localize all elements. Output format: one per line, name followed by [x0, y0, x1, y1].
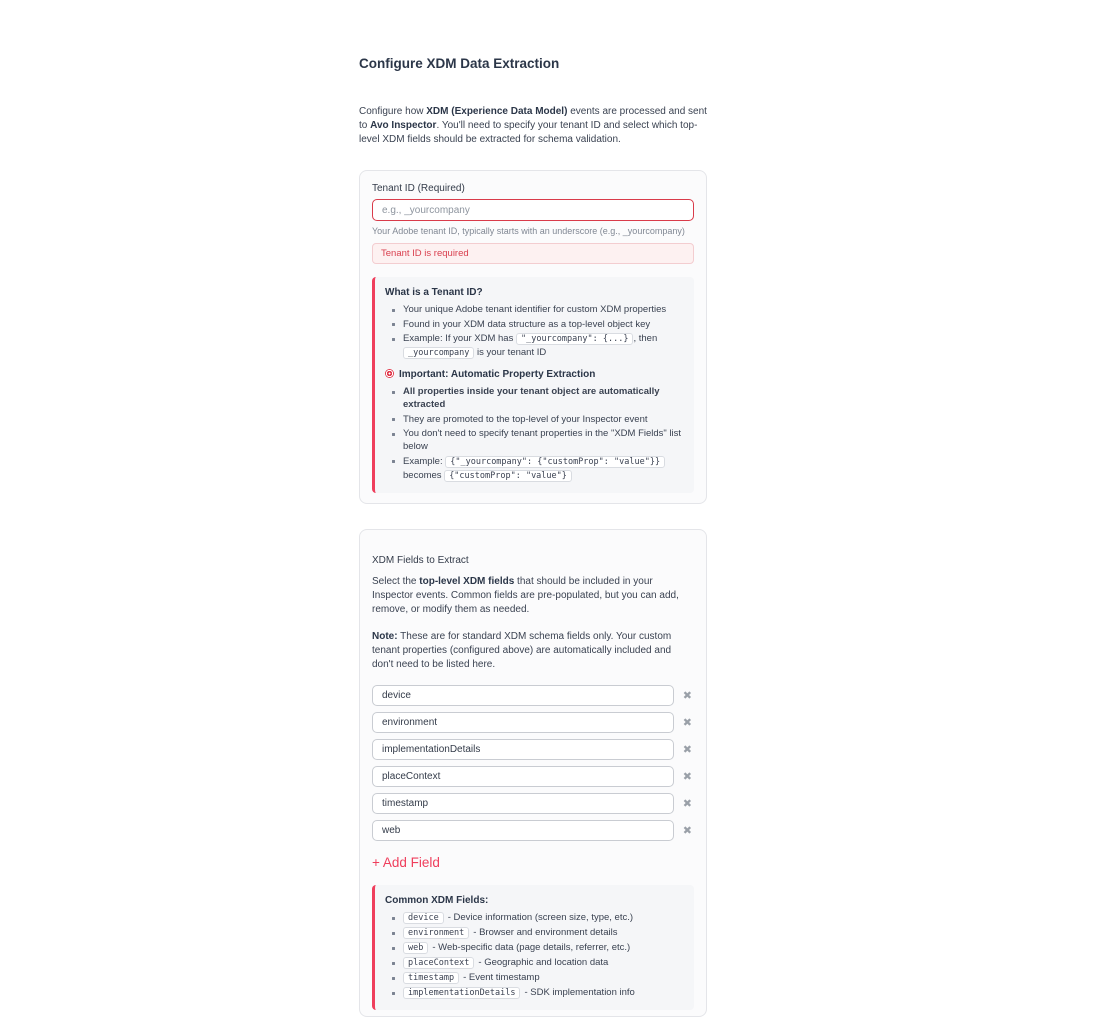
field-row	[372, 766, 694, 787]
tenant-id-input[interactable]	[372, 199, 694, 221]
remove-field-button[interactable]: ✖	[682, 770, 692, 783]
xdm-config-page	[359, 0, 707, 1017]
remove-field-button[interactable]: ✖	[682, 743, 692, 756]
bullet-item: Example: {"_yourcompany": {"customProp": "value"}} becomes {"customProp": "value"}	[389, 455, 682, 483]
tenant-id-help-text: Your Adobe tenant ID, typically starts with an underscore (e.g., _yourcompany)	[372, 226, 685, 236]
xdm-field-input[interactable]	[372, 766, 674, 787]
xdm-fields-note: Note: These are for standard XDM schema fields only. Your custom tenant properties (configured above) are automatically included and don't need to be listed here.	[372, 631, 672, 670]
important-heading-label: Important: Automatic Property Extraction	[399, 369, 596, 380]
bullet-item: Example: If your XDM has "_yourcompany": {...} , then _yourcompany is your tenant ID	[389, 332, 682, 360]
bullet-item: Your unique Adobe tenant identifier for custom XDM properties	[389, 303, 682, 316]
common-field-item: device - Device information (screen size, type, etc.)	[389, 911, 682, 925]
tenant-info-title: What is a Tenant ID?	[385, 287, 483, 298]
bullet-item: All properties inside your tenant object are automatically extracted	[389, 385, 682, 411]
add-field-button[interactable]: + Add Field	[372, 855, 440, 870]
target-icon	[385, 369, 394, 378]
field-row	[372, 820, 694, 841]
tenant-info-list	[389, 303, 682, 360]
common-fields-title: Common XDM Fields:	[385, 895, 489, 906]
common-field-item: web - Web-specific data (page details, referrer, etc.)	[389, 941, 682, 955]
xdm-field-input[interactable]	[372, 739, 674, 760]
common-field-item: environment - Browser and environment details	[389, 926, 682, 940]
common-field-item: implementationDetails - SDK implementation info	[389, 986, 682, 1000]
common-fields-box	[372, 885, 694, 1010]
xdm-field-input[interactable]	[372, 712, 674, 733]
field-row	[372, 712, 694, 733]
xdm-field-input[interactable]	[372, 793, 674, 814]
common-field-item: timestamp - Event timestamp	[389, 971, 682, 985]
tenant-id-error-message: Tenant ID is required	[372, 243, 694, 264]
field-row	[372, 685, 694, 706]
bullet-item: Found in your XDM data structure as a top-level object key	[389, 318, 682, 331]
xdm-field-input[interactable]	[372, 685, 674, 706]
tenant-id-label: Tenant ID (Required)	[372, 183, 465, 194]
intro-paragraph: Configure how XDM (Experience Data Model) events are processed and sent to Avo Inspector. You'll need to specify your tenant ID and select which top-level XDM fields should be extracted for schema validation.	[359, 106, 707, 145]
remove-field-button[interactable]: ✖	[682, 824, 692, 837]
xdm-fields-label: XDM Fields to Extract	[372, 555, 469, 566]
xdm-field-list	[372, 685, 694, 841]
bullet-item: They are promoted to the top-level of your Inspector event	[389, 413, 682, 426]
xdm-fields-card	[359, 529, 707, 1017]
common-fields-list	[389, 911, 682, 1000]
remove-field-button[interactable]: ✖	[682, 689, 692, 702]
common-field-item: placeContext - Geographic and location data	[389, 956, 682, 970]
page-title: Configure XDM Data Extraction	[359, 56, 560, 71]
important-heading	[385, 368, 682, 381]
bullet-item: You don't need to specify tenant properties in the "XDM Fields" list below	[389, 427, 682, 453]
tenant-info-box	[372, 277, 694, 493]
remove-field-button[interactable]: ✖	[682, 797, 692, 810]
important-list	[389, 385, 682, 483]
remove-field-button[interactable]: ✖	[682, 716, 692, 729]
field-row	[372, 793, 694, 814]
field-row	[372, 739, 694, 760]
xdm-fields-description: Select the top-level XDM fields that should be included in your Inspector events. Common fields are pre-populated, but you can add, remove, or modify them as needed.	[372, 576, 679, 615]
tenant-id-card	[359, 170, 707, 504]
xdm-field-input[interactable]	[372, 820, 674, 841]
